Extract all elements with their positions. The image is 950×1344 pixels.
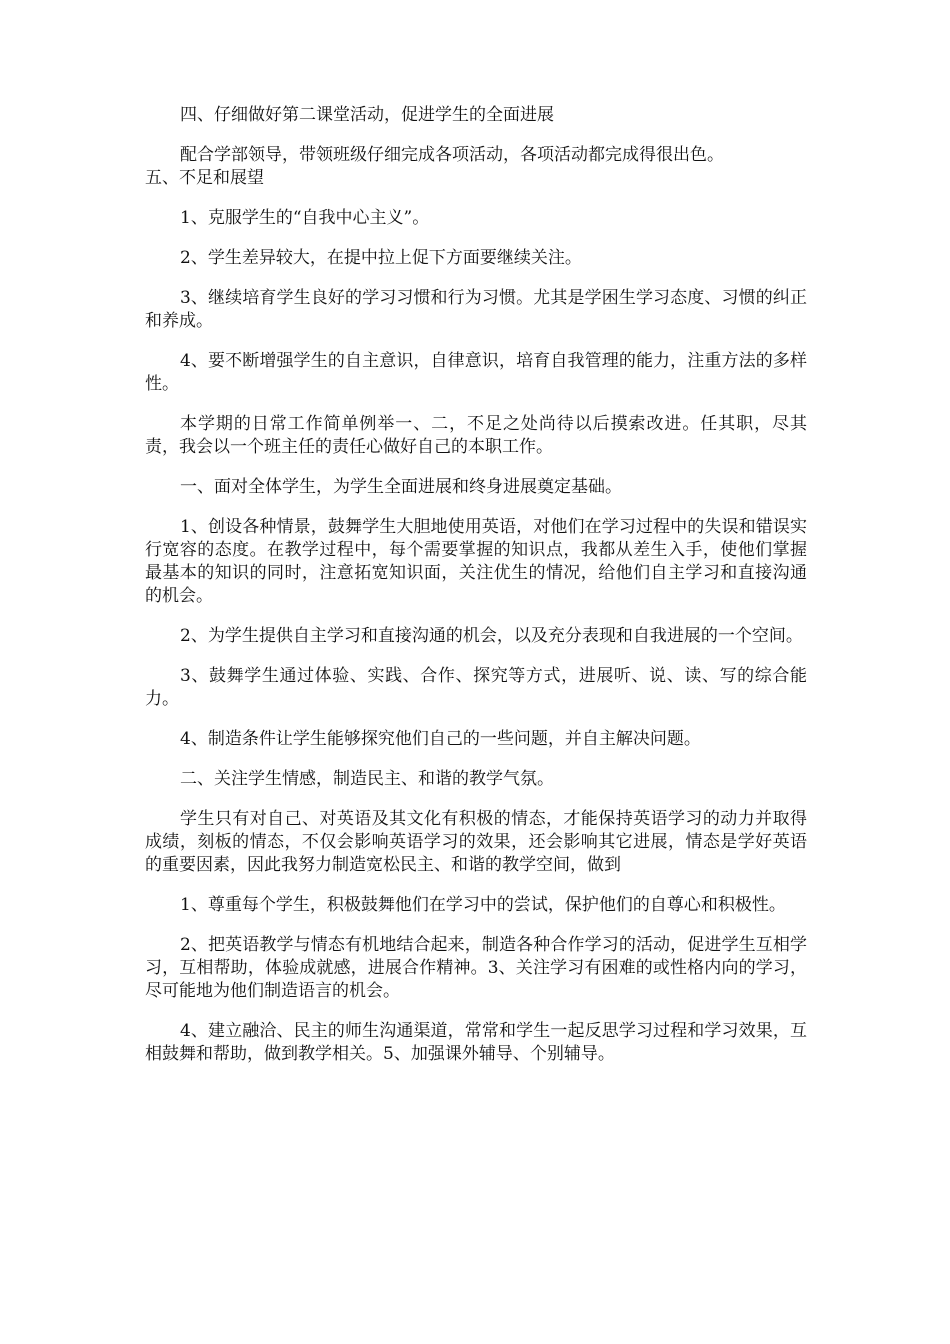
section-heading-5: 五、不足和展望: [145, 168, 264, 188]
list-item-1c: 1、尊重每个学生，积极鼓舞他们在学习中的尝试，保护他们的自尊心和积极性。: [180, 895, 786, 915]
section-heading-1: 一、面对全体学生，为学生全面进展和终身进展奠定基础。: [180, 477, 622, 497]
list-item-2c: 2、把英语教学与情态有机地结合起来，制造各种合作学习的活动，促进学生互相学习，互相帮助，体验成就感，进展合作精神。3、关注学习有困难的或性格内向的学习，尽可能地为他们制造语言的机会。: [145, 935, 807, 1001]
section-heading-4: 四、仔细做好第二课堂活动，促进学生的全面进展: [180, 105, 554, 125]
paragraph-emotion: 学生只有对自己、对英语及其文化有积极的情态，才能保持英语学习的动力并取得成绩，刻板的情态，不仅会影响英语学习的效果，还会影响其它进展，情态是学好英语的重要因素，因此我努力制造宽松民主、和谐的教学空间，做到: [145, 809, 807, 875]
document-page: [145, 104, 807, 1083]
section-heading-2: 二、关注学生情感，制造民主、和谐的教学气氛。: [180, 769, 554, 789]
list-item-1b: 1、创设各种情景，鼓舞学生大胆地使用英语，对他们在学习过程中的失误和错误实行宽容的态度。在教学过程中，每个需要掌握的知识点，我都从差生入手，使他们掌握最基本的知识的同时，注意拓宽知识面，关注优生的情况，给他们自主学习和直接沟通的机会。: [145, 517, 807, 606]
list-item-3b: 3、鼓舞学生通过体验、实践、合作、探究等方式，进展听、说、读、写的综合能力。: [145, 666, 807, 709]
paragraph-summary: 本学期的日常工作简单例举一、二，不足之处尚待以后摸索改进。任其职，尽其责，我会以一个班主任的责任心做好自己的本职工作。: [145, 414, 807, 457]
paragraph-activities: 配合学部领导，带领班级仔细完成各项活动，各项活动都完成得很出色。: [180, 145, 724, 165]
list-item-4b: 4、制造条件让学生能够探究他们自己的一些问题，并自主解决问题。: [180, 729, 701, 749]
list-item-4: 4、要不断增强学生的自主意识，自律意识，培育自我管理的能力，注重方法的多样性。: [145, 351, 807, 394]
list-item-2b: 2、为学生提供自主学习和直接沟通的机会，以及充分表现和自我进展的一个空间。: [180, 626, 803, 646]
list-item-4c: 4、建立融洽、民主的师生沟通渠道，常常和学生一起反思学习过程和学习效果，互相鼓舞和帮助，做到教学相关。5、加强课外辅导、个别辅导。: [145, 1021, 807, 1064]
list-item-1: 1、克服学生的“自我中心主义”。: [180, 208, 430, 228]
list-item-2: 2、学生差异较大，在提中拉上促下方面要继续关注。: [180, 248, 582, 268]
list-item-3: 3、继续培育学生良好的学习习惯和行为习惯。尤其是学困生学习态度、习惯的纠正和养成。: [145, 288, 807, 331]
